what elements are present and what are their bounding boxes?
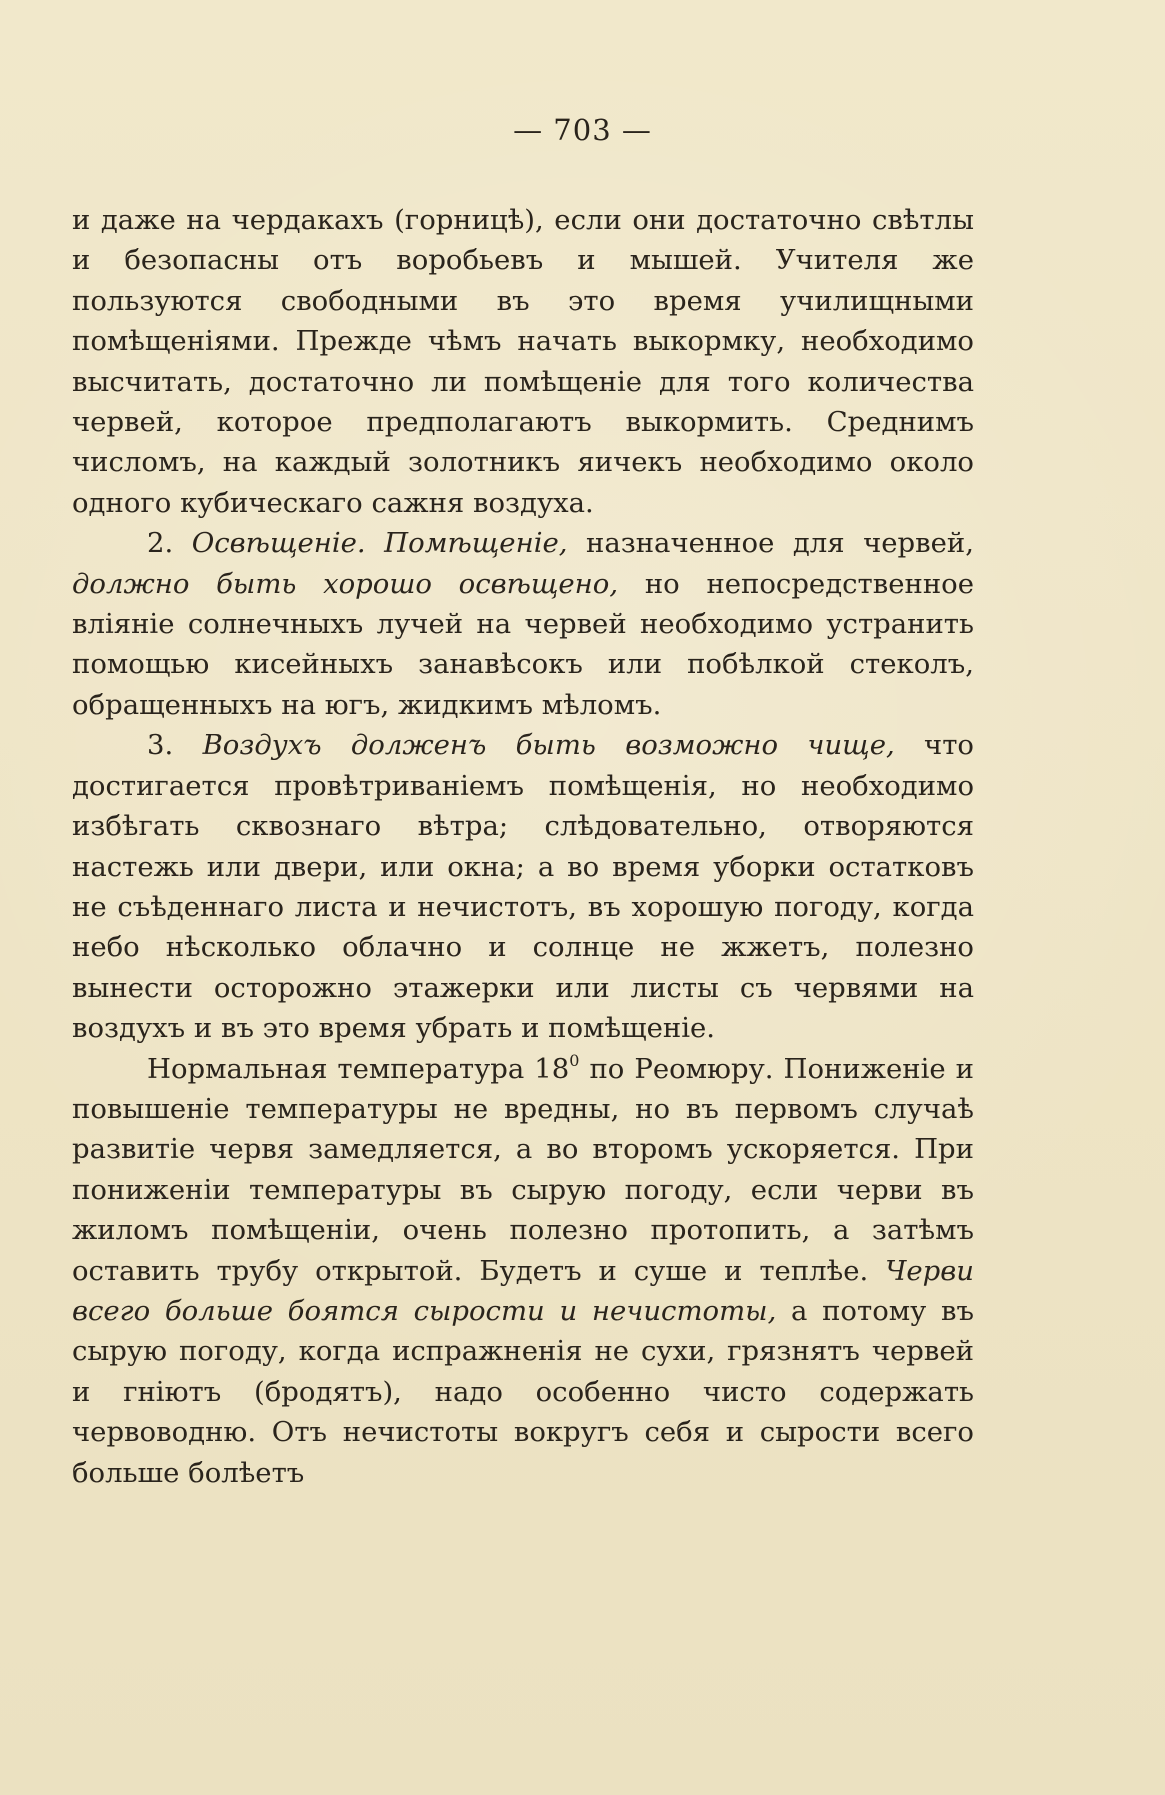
paragraph-4 <box>72 1049 974 1493</box>
paragraph-2-emphasis: должно быть хорошо освѣщено, <box>72 567 619 600</box>
paragraph-3-tail: что достигается провѣтриваніемъ помѣщенія, но необходимо избѣгать сквознаго вѣтра; слѣдовательно, отворяются настежь или двери, или окна; а во время уборки остатковъ не съѣденнаго листа и нечистотъ, въ хорошую погоду, когда небо нѣсколько облачно и солнце не жжетъ, полезно вынести осторожно этажерки или листы съ червями на воздухъ и въ это время убрать и помѣщеніе. <box>72 729 974 1045</box>
paragraph-4-tail: а потому въ сырую погоду, когда испражненія не сухи, грязнятъ червей и гніютъ (бродятъ), надо особенно чисто содержать червоводню. Отъ нечистоты вокругъ себя и сырости всего больше болѣетъ <box>72 1294 974 1489</box>
paragraph-2-space <box>366 527 384 559</box>
paragraph-2-lead: 2. <box>147 527 192 560</box>
paragraph-3 <box>72 725 974 1048</box>
degree-mark: 0 <box>569 1050 580 1070</box>
paragraph-1-text: и даже на чердакахъ (горницѣ), если они достаточно свѣтлы и безопасны отъ воробьевъ и мышей. Учителя же пользуются свободными въ это время училищными помѣщеніями. Прежде чѣмъ начать выкормку, необходимо высчитать, достаточно ли помѣщеніе для того количества червей, которое предполагаютъ выкормить. Среднимъ числомъ, на каждый золотникъ яичекъ необходимо около одного кубическаго сажня воздуха. <box>72 204 974 519</box>
paragraph-2-heading-room: Помѣщеніе, <box>384 527 568 560</box>
paragraph-2-middle: назначенное для червей, <box>567 527 974 560</box>
page-text <box>72 200 974 1493</box>
paragraph-3-heading-air: Воздухъ долженъ быть возможно чище, <box>202 729 895 762</box>
paragraph-1 <box>72 200 974 523</box>
paragraph-2-heading-lighting: Освѣщеніе. <box>191 527 366 560</box>
page-number: — 703 — <box>513 113 652 147</box>
paragraph-3-lead: 3. <box>147 729 203 762</box>
paragraph-4-lead: Нормальная температура 18 <box>147 1052 570 1085</box>
paragraph-4-emphasis: Черви всего больше боятся сырости и нечистоты, <box>72 1254 974 1327</box>
paragraph-2 <box>72 523 974 725</box>
paragraph-2-tail: но непосредственное вліяніе солнечныхъ лучей на червей необходимо устранить помощью кисейныхъ занавѣсокъ или побѣлкой стеколъ, обращенныхъ на югъ, жидкимъ мѣломъ. <box>72 567 975 721</box>
paragraph-4-middle: по Реомюру. Пониженіе и повышеніе температуры не вредны, но въ первомъ случаѣ развитіе червя замедляется, а во второмъ ускоряется. При пониженіи температуры въ сырую погоду, если черви въ жиломъ помѣщеніи, очень полезно протопить, а затѣмъ оставить трубу открытой. Будетъ и суше и теплѣе. <box>72 1052 974 1287</box>
